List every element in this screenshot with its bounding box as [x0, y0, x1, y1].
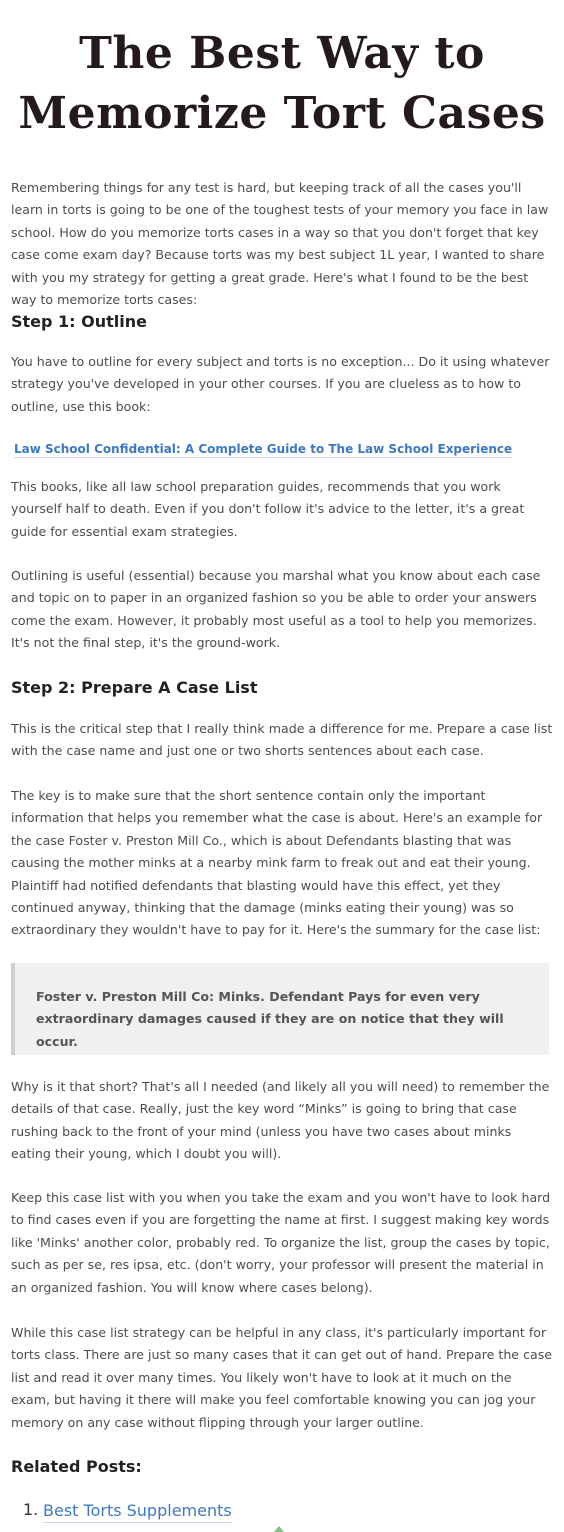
step1-paragraph-3: Outlining is useful (essential) because you marshal what you know about each case and topic on to paper in an organized fashion so you be able to order your answers come the exam. However, it probably most useful as a tool to help you memorizes. It's not the final step, it's the ground-work.	[11, 568, 541, 651]
case-summary-blockquote	[11, 963, 549, 1055]
step2-heading: Step 2: Prepare A Case List	[11, 678, 258, 697]
step2-paragraph-2: The key is to make sure that the short sentence contain only the important information that helps you remember what the case is about. Here's an example for the case Foster v. Preston Mill Co., which is about Defendants blasting that was causing the mother minks at a nearby mink farm to freak out and eat their young. Plaintiff had notified defendants that blasting would have this effect, yet they continued anyway, thinking that the damage (minks eating their young) was so extraordinary they wouldn't have to pay for it. Here's the summary for the case list:	[11, 788, 543, 938]
article-title	[0, 24, 564, 144]
case-summary-text: Foster v. Preston Mill Co: Minks. Defendant Pays for even very extraordinary damages caused if they are on notice that they will occur.	[36, 989, 504, 1049]
book-link[interactable]: Law School Confidential: A Complete Guide to The Law School Experience	[14, 442, 513, 456]
intro-paragraph: Remembering things for any test is hard, but keeping track of all the cases you'll learn in torts is going to be one of the toughest tests of your memory you face in law school. How do you memorize torts cases in a way so that you don't forget that key case come exam day? Because torts was my best subject 1L year, I wanted to share with you my strategy for getting a great grade. Here's what I found to be the best way to memorize torts cases:	[11, 180, 549, 308]
step2-paragraph-3: Why is it that short? That's all I needed (and likely all you will need) to remember the details of that case. Really, just the key word “Minks” is going to bring that case rushing back to the front of your mind (unless you have two cases about minks eating their young, which I doubt you will).	[11, 1079, 550, 1162]
related-post-link[interactable]: Best Torts Supplements	[43, 1500, 232, 1523]
step2-paragraph-4: Keep this case list with you when you take the exam and you won't have to look hard to find cases even if you are forgetting the name at first. I suggest making key words like 'Minks' another color, probably red. To organize the list, group the cases by topic, such as per se, res ipsa, etc. (don't worry, your professor will present the material in an organized fashion. You will know where cases belong).	[11, 1190, 551, 1295]
list-item-number: 1.	[23, 1500, 39, 1519]
related-posts-heading: Related Posts:	[11, 1457, 142, 1476]
title-line-2: Memorize Tort Cases	[18, 88, 546, 139]
step1-heading: Step 1: Outline	[11, 312, 147, 331]
step2-paragraph-1: This is the critical step that I really think made a difference for me. Prepare a case list with the case name and just one or two shorts sentences about each case.	[11, 721, 553, 759]
title-line-1: The Best Way to	[79, 28, 485, 79]
step2-paragraph-5: While this case list strategy can be helpful in any class, it's particularly important for torts class. There are just so many cases that it can get out of hand. Prepare the case list and read it over many times. You likely won't have to look at it much on the exam, but having it there will make you feel comfortable knowing you can jog your memory on any case without flipping through your larger outline.	[11, 1325, 553, 1430]
step1-paragraph-1: You have to outline for every subject and torts is no exception... Do it using whatever strategy you've developed in your other courses. If you are clueless as to how to outline, use this book:	[11, 354, 550, 414]
step1-paragraph-2: This books, like all law school preparation guides, recommends that you work yourself half to death. Even if you don't follow it's advice to the letter, it's a great guide for essential exam strategies.	[11, 479, 525, 539]
triangle-icon	[274, 1526, 284, 1532]
